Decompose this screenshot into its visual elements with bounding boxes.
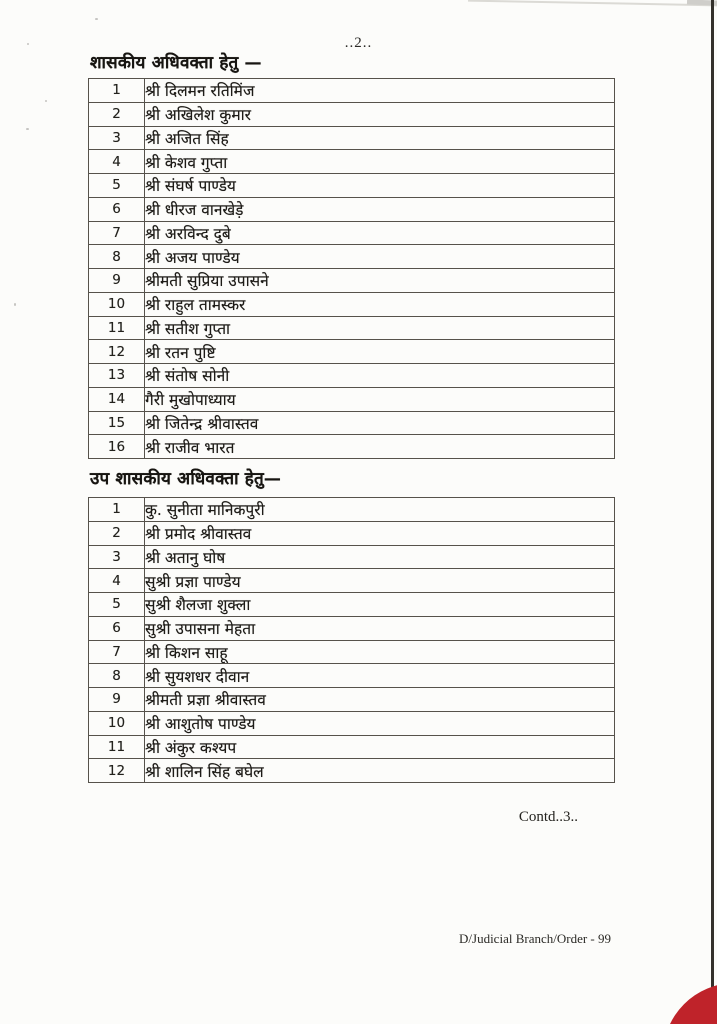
row-name-cell: श्री केशव गुप्ता [145,150,615,174]
row-number-cell: 4 [89,569,145,593]
table-row [89,688,615,712]
row-name-cell: श्री अतानु घोष [145,545,615,569]
row-name-cell: कु. सुनीता मानिकपुरी [145,498,615,522]
scan-speck [26,128,29,130]
row-number-cell: 6 [89,197,145,221]
row-number-cell: 5 [89,174,145,198]
row-name-cell: श्री राहुल तामस्कर [145,292,615,316]
row-number-cell: 2 [89,102,145,126]
scan-speck [95,18,98,20]
row-number-cell: 2 [89,521,145,545]
row-number-cell: 10 [89,711,145,735]
row-number-cell: 4 [89,150,145,174]
row-name-cell: श्रीमती प्रज्ञा श्रीवास्तव [145,688,615,712]
row-name-cell: श्री अरविन्द दुबे [145,221,615,245]
table-row [89,245,615,269]
scan-speck [45,100,47,102]
row-name-cell: श्री अजय पाण्डेय [145,245,615,269]
table-row [89,640,615,664]
continuation-note: Contd..3.. [518,809,578,825]
row-name-cell: श्री संतोष सोनी [145,364,615,388]
table-row [89,664,615,688]
footer-reference: D/Judicial Branch/Order - 99 [459,931,611,946]
red-stamp-circle [663,983,717,1024]
row-number-cell: 10 [89,292,145,316]
table-row [89,292,615,316]
row-name-cell: सुश्री उपासना मेहता [145,616,615,640]
row-number-cell: 5 [89,593,145,617]
deputy-government-advocates-table [88,497,615,783]
row-number-cell: 7 [89,640,145,664]
row-number-cell: 1 [89,498,145,522]
row-name-cell: श्री अखिलेश कुमार [145,102,615,126]
row-number-cell: 16 [89,435,145,459]
table-row [89,269,615,293]
row-name-cell: सुश्री प्रज्ञा पाण्डेय [145,569,615,593]
row-number-cell: 11 [89,735,145,759]
table-row [89,387,615,411]
table-row [89,593,615,617]
table-row [89,340,615,364]
table-row [89,498,615,522]
row-name-cell: श्री आशुतोष पाण्डेय [145,711,615,735]
row-name-cell: श्री संघर्ष पाण्डेय [145,174,615,198]
table-row [89,411,615,435]
table-row [89,521,615,545]
table-row [89,759,615,783]
row-name-cell: श्री जितेन्द्र श्रीवास्तव [145,411,615,435]
row-name-cell: श्री रतन पुष्टि [145,340,615,364]
table-row [89,545,615,569]
table-row [89,316,615,340]
table-row [89,435,615,459]
row-number-cell: 11 [89,316,145,340]
scan-artifact-line [468,0,717,6]
row-name-cell: श्री अंकुर कश्यप [145,735,615,759]
table-row [89,616,615,640]
table-row [89,735,615,759]
row-number-cell: 7 [89,221,145,245]
table-row [89,569,615,593]
table-row [89,79,615,103]
row-name-cell: श्री सतीश गुप्ता [145,316,615,340]
table-row [89,364,615,388]
row-name-cell: श्रीमती सुप्रिया उपासने [145,269,615,293]
government-advocates-table [88,78,615,459]
row-number-cell: 9 [89,269,145,293]
row-number-cell: 3 [89,126,145,150]
table-row [89,197,615,221]
table-row [89,102,615,126]
row-name-cell: श्री किशन साहू [145,640,615,664]
row-number-cell: 8 [89,245,145,269]
row-name-cell: श्री सुयशधर दीवान [145,664,615,688]
table-row [89,150,615,174]
row-number-cell: 3 [89,545,145,569]
row-name-cell: श्री दिलमन रतिमिंज [145,79,615,103]
scan-edge-line [711,0,714,1024]
row-number-cell: 6 [89,616,145,640]
table-row [89,126,615,150]
table-row [89,221,615,245]
row-name-cell: सुश्री शैलजा शुक्ला [145,593,615,617]
table-row [89,174,615,198]
row-number-cell: 15 [89,411,145,435]
row-name-cell: श्री प्रमोद श्रीवास्तव [145,521,615,545]
section-heading-government-advocates: शासकीय अधिवक्ता हेतु — [90,53,262,73]
row-name-cell: श्री शालिन सिंह बघेल [145,759,615,783]
row-number-cell: 12 [89,340,145,364]
section-heading-deputy-government-advocates: उप शासकीय अधिवक्ता हेतु— [90,469,282,489]
row-number-cell: 14 [89,387,145,411]
scan-speck [14,303,16,306]
row-number-cell: 9 [89,688,145,712]
row-name-cell: श्री अजित सिंह [145,126,615,150]
row-number-cell: 13 [89,364,145,388]
row-number-cell: 12 [89,759,145,783]
row-name-cell: श्री राजीव भारत [145,435,615,459]
page-number: ..2.. [344,35,373,51]
row-number-cell: 1 [89,79,145,103]
table-row [89,711,615,735]
row-name-cell: गैरी मुखोपाध्याय [145,387,615,411]
row-name-cell: श्री धीरज वानखेड़े [145,197,615,221]
row-number-cell: 8 [89,664,145,688]
